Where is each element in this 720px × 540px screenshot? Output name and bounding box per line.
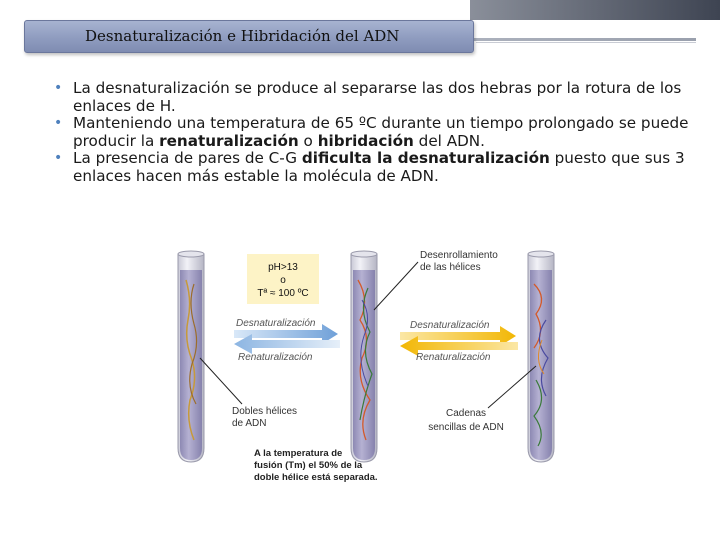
label-dobles-2: de ADN bbox=[232, 418, 267, 429]
test-tube-right bbox=[528, 251, 554, 462]
bullet-text: La desnaturalización se produce al separarse las dos hebras por la rotura de los enlaces de H. bbox=[73, 79, 682, 115]
label-desnaturalizacion-left: Desnaturalización bbox=[236, 318, 316, 329]
bullet-item bbox=[52, 115, 692, 150]
bullet-item bbox=[52, 150, 692, 185]
bullet-text-bold: renaturalización bbox=[159, 131, 299, 150]
bullet-dot-icon: • bbox=[54, 80, 63, 96]
fusion-note-3: doble hélice está separada. bbox=[254, 472, 378, 483]
top-bar-accent bbox=[470, 0, 720, 20]
bullet-text-bold: hibridación bbox=[317, 131, 414, 150]
label-renaturalizacion-left: Renaturalización bbox=[238, 352, 313, 363]
bullet-list bbox=[52, 80, 692, 185]
test-tube-left bbox=[178, 251, 204, 462]
bullet-dot-icon: • bbox=[54, 150, 63, 166]
bullet-text: La presencia de pares de C-G bbox=[73, 149, 302, 167]
header-rule-secondary bbox=[476, 42, 696, 43]
bullet-text: Manteniendo una temperatura de 65 ºC durante un tiempo prolongado se puede producir la bbox=[73, 114, 689, 150]
title-banner bbox=[24, 20, 474, 53]
bullet-text-bold: dificulta la desnaturalización bbox=[301, 149, 550, 167]
bullet-dot-icon: • bbox=[54, 115, 63, 131]
label-cadenas-2: sencillas de ADN bbox=[428, 422, 504, 433]
bullet-item bbox=[52, 80, 692, 115]
slide-title: Desnaturalización e Hibridación del ADN bbox=[85, 27, 400, 45]
label-desnaturalizacion-right: Desnaturalización bbox=[410, 320, 490, 331]
condition-temp: Tª ≈ 100 ºC bbox=[257, 288, 309, 299]
condition-or: o bbox=[280, 275, 286, 286]
pointer-dobles bbox=[200, 358, 242, 404]
fusion-note-1: A la temperatura de bbox=[254, 448, 343, 459]
fusion-note-2: fusión (Tm) el 50% de la bbox=[254, 460, 363, 471]
bullet-text: puesto que sus 3 enlaces hacen más estable la molécula de ADN. bbox=[73, 149, 685, 185]
figure-svg bbox=[150, 240, 590, 500]
test-tube-middle bbox=[351, 251, 377, 462]
label-cadenas-1: Cadenas bbox=[445, 408, 487, 419]
dna-denaturation-figure bbox=[150, 240, 590, 500]
condition-ph: pH>13 bbox=[268, 262, 298, 273]
bullet-text: del ADN. bbox=[413, 131, 485, 150]
label-renaturalizacion-right: Renaturalización bbox=[416, 352, 491, 363]
label-desenrollamiento-2: de las hélices bbox=[420, 262, 481, 273]
label-desenrollamiento-1: Desenrollamiento bbox=[420, 250, 498, 261]
pointer-desenrollamiento bbox=[374, 262, 418, 310]
label-dobles-1: Dobles hélices bbox=[232, 406, 298, 417]
bullet-text: o bbox=[298, 131, 318, 150]
